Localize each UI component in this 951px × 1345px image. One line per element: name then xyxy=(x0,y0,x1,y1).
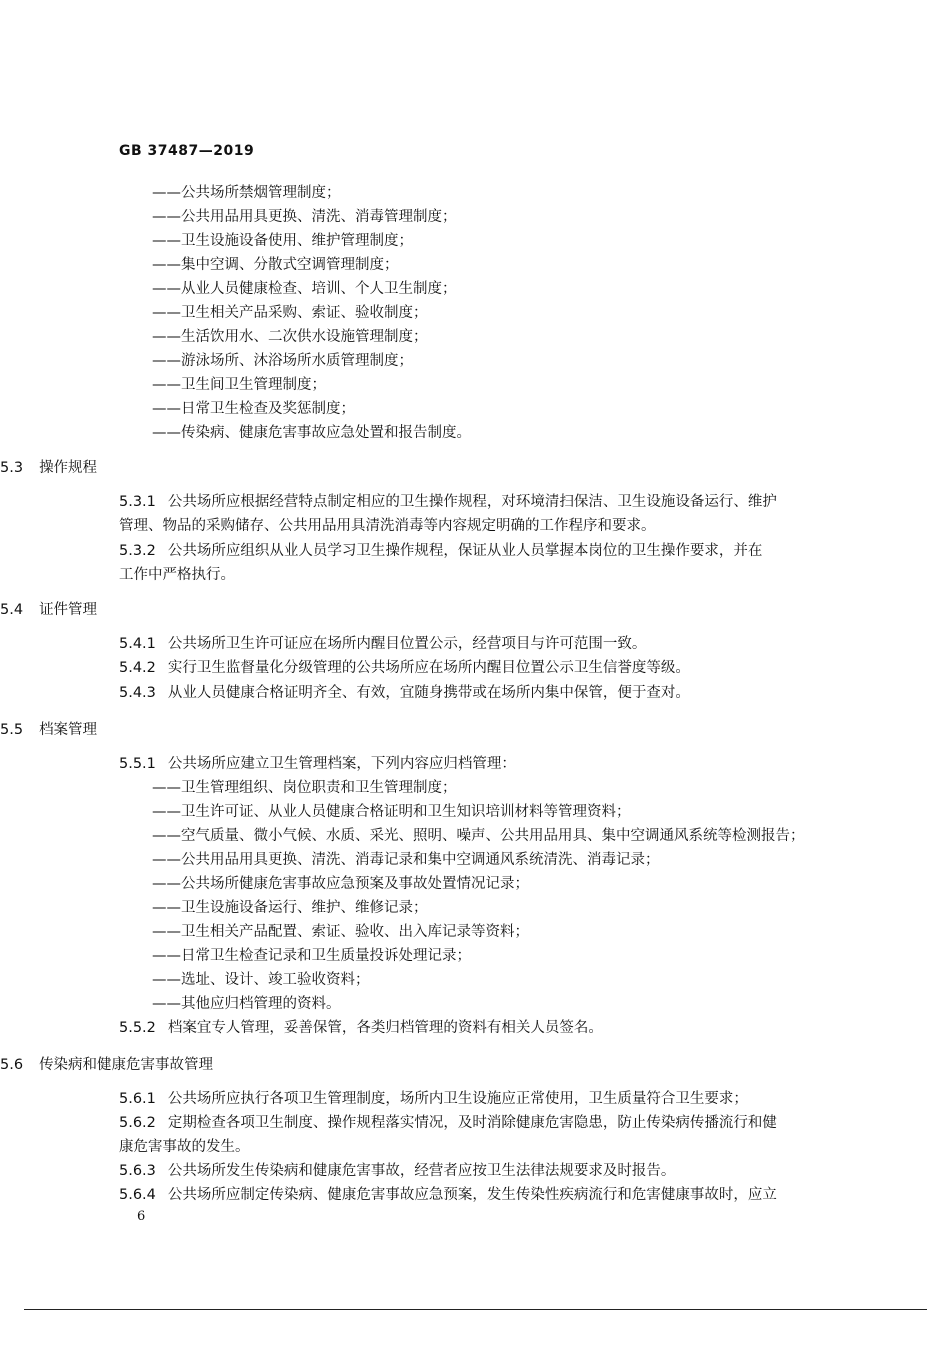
list-item: ——公共场所健康危害事故应急预案及事故处置情况记录； xyxy=(152,876,529,892)
section-number: 5.5 xyxy=(0,722,24,738)
list-item: ——空气质量、微小气候、水质、采光、照明、噪声、公共用品用具、集中空调通风系统等检测报告； xyxy=(152,828,805,844)
clause-text: 公共场所应根据经营特点制定相应的卫生操作规程，对环境清扫保洁、卫生设施设备运行、维护 xyxy=(167,494,777,510)
list-item: ——公共用品用具更换、清洗、消毒记录和集中空调通风系统清洗、消毒记录； xyxy=(152,852,660,868)
clause-number: 5.5.2 xyxy=(119,1020,156,1036)
clause-number: 5.6.4 xyxy=(119,1187,156,1203)
clause-paragraph xyxy=(119,1018,603,1038)
clause-paragraph xyxy=(119,492,777,512)
standard-code-header: GB 37487—2019 xyxy=(119,143,255,159)
list-item: ——卫生许可证、从业人员健康合格证明和卫生知识培训材料等管理资料； xyxy=(152,804,631,820)
clause-text: 公共场所应建立卫生管理档案，下列内容应归档管理： xyxy=(167,756,516,772)
section-heading xyxy=(0,600,97,620)
section-number: 5.4 xyxy=(0,602,24,618)
paragraph-continuation: 康危害事故的发生。 xyxy=(119,1139,250,1155)
list-item: ——公共场所禁烟管理制度； xyxy=(152,185,341,201)
clause-paragraph xyxy=(119,754,516,774)
list-item: ——日常卫生检查及奖惩制度； xyxy=(152,401,355,417)
section-title: 证件管理 xyxy=(39,602,98,618)
clause-paragraph xyxy=(119,1161,675,1181)
clause-text: 从业人员健康合格证明齐全、有效，宜随身携带或在场所内集中保管，便于查对。 xyxy=(167,685,690,701)
list-item: ——集中空调、分散式空调管理制度； xyxy=(152,257,399,273)
list-item: ——传染病、健康危害事故应急处置和报告制度。 xyxy=(152,425,471,441)
clause-number: 5.5.1 xyxy=(119,756,156,772)
list-item: ——卫生设施设备运行、维护、维修记录； xyxy=(152,900,428,916)
list-item: ——卫生间卫生管理制度； xyxy=(152,377,326,393)
section-title: 档案管理 xyxy=(39,722,98,738)
clause-number: 5.3.1 xyxy=(119,494,156,510)
clause-number: 5.6.3 xyxy=(119,1163,156,1179)
section-heading xyxy=(0,1055,213,1075)
page-number: 6 xyxy=(137,1209,146,1224)
section-number: 5.3 xyxy=(0,460,24,476)
clause-paragraph xyxy=(119,683,690,703)
clause-text: 定期检查各项卫生制度、操作规程落实情况，及时消除健康危害隐患，防止传染病传播流行和健 xyxy=(167,1115,777,1131)
clause-paragraph xyxy=(119,1185,777,1205)
clause-text: 公共场所应组织从业人员学习卫生操作规程，保证从业人员掌握本岗位的卫生操作要求，并在 xyxy=(167,543,763,559)
clause-paragraph xyxy=(119,1089,748,1109)
clause-text: 公共场所应制定传染病、健康危害事故应急预案，发生传染性疾病流行和危害健康事故时，应立 xyxy=(167,1187,777,1203)
paragraph-continuation: 管理、物品的采购储存、公共用品用具清洗消毒等内容规定明确的工作程序和要求。 xyxy=(119,518,656,534)
clause-number: 5.6.2 xyxy=(119,1115,156,1131)
clause-text: 公共场所发生传染病和健康危害事故，经营者应按卫生法律法规要求及时报告。 xyxy=(167,1163,676,1179)
list-item: ——日常卫生检查记录和卫生质量投诉处理记录； xyxy=(152,948,471,964)
clause-text: 档案宜专人管理，妥善保管，各类归档管理的资料有相关人员签名。 xyxy=(167,1020,603,1036)
clause-text: 公共场所卫生许可证应在场所内醒目位置公示，经营项目与许可范围一致。 xyxy=(167,636,647,652)
bottom-rule xyxy=(24,1309,927,1310)
section-heading xyxy=(0,720,97,740)
clause-paragraph xyxy=(119,634,646,654)
paragraph-continuation: 工作中严格执行。 xyxy=(119,567,235,583)
clause-paragraph xyxy=(119,1113,777,1133)
clause-text: 公共场所应执行各项卫生管理制度，场所内卫生设施应正常使用，卫生质量符合卫生要求； xyxy=(167,1091,748,1107)
list-item: ——公共用品用具更换、清洗、消毒管理制度； xyxy=(152,209,457,225)
clause-paragraph xyxy=(119,658,690,678)
list-item: ——其他应归档管理的资料。 xyxy=(152,996,341,1012)
list-item: ——卫生相关产品配置、索证、验收、出入库记录等资料； xyxy=(152,924,529,940)
list-item: ——从业人员健康检查、培训、个人卫生制度； xyxy=(152,281,457,297)
clause-number: 5.4.2 xyxy=(119,660,156,676)
clause-paragraph xyxy=(119,541,762,561)
list-item: ——卫生管理组织、岗位职责和卫生管理制度； xyxy=(152,780,457,796)
section-title: 传染病和健康危害事故管理 xyxy=(39,1057,214,1073)
clause-number: 5.4.3 xyxy=(119,685,156,701)
clause-number: 5.6.1 xyxy=(119,1091,156,1107)
clause-number: 5.4.1 xyxy=(119,636,156,652)
list-item: ——生活饮用水、二次供水设施管理制度； xyxy=(152,329,428,345)
list-item: ——卫生相关产品采购、索证、验收制度； xyxy=(152,305,428,321)
list-item: ——卫生设施设备使用、维护管理制度； xyxy=(152,233,413,249)
clause-text: 实行卫生监督量化分级管理的公共场所应在场所内醒目位置公示卫生信誉度等级。 xyxy=(167,660,690,676)
clause-number: 5.3.2 xyxy=(119,543,156,559)
list-item: ——游泳场所、沐浴场所水质管理制度； xyxy=(152,353,413,369)
section-heading xyxy=(0,458,97,478)
list-item: ——选址、设计、竣工验收资料； xyxy=(152,972,370,988)
section-number: 5.6 xyxy=(0,1057,24,1073)
section-title: 操作规程 xyxy=(39,460,98,476)
